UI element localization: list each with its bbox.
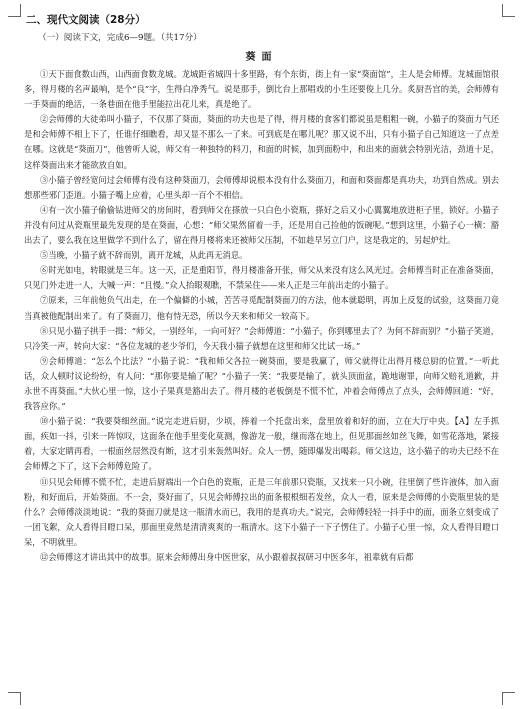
paragraph-4: ④有一次小猫子偷偷钻进师父的房间时，看到师父在搽放一只白色小瓷瓶，搽好之后又小心翼翼地放进柜子里，锁好。小猫子并没有问过从瓷瓶里最先发现的是在葵面，心想：“师父果然留着一手，还是用自己捡他的饭碗呢。”想到这里，小猫子心一横：豁出去了，要么我在这里做学不到什么了，留在得月楼将来还被师父压制，不如趁早另立门户，这是我定的，另起炉灶。	[24, 204, 499, 246]
paragraph-8: ⑧只见小猫子拱手一揖：“师父，一别经年，一向可好？”会师傅道：“小猫子，你到哪里去了？为何不辞而别？”小猫子笑道，只冷笑一声，转向大家：“各位龙城的老少爷们，今天我小猫子就想在这里和师父比试一场。”	[24, 325, 499, 351]
crop-mark-bottom-right	[502, 692, 515, 705]
paragraph-12: ⑫会师傅这才讲出其中的故事。原来会师傅出身中医世家，从小跟着叔叔研习中医多年，祖辈就有后都	[40, 552, 414, 562]
crop-mark-top-right	[502, 4, 515, 17]
paragraph-5: ⑤当晚，小猫子就不辞而别，离开龙城，从此再无消息。	[40, 250, 248, 261]
paragraph-9: ⑨会师傅道：“怎么个比法？”小猫子说：“我和师父各拉一碗葵面，要是我赢了，师父就得让出得月楼总厨的位置。”一听此话，众人顿时议论纷纷，有人问：“那你要是输了呢？”小猫子一笑：“我要是输了，就头顶面盆，跪地谢罪，向师父赔礼道歉，并永世不再葵面。”大伙心里一惊，这小子果真是豁出去了。得月楼的老板倒是不慌不忙，冲着会师傅点了点头，会师傅回道：“好，我答应你。”	[24, 355, 499, 412]
paragraph-1: ①天下面食数山西，山西面食数龙城。龙城距省城四十多里路，有个东街，街上有一家“葵面馆”，主人是会师傅。龙城面馆很多，得月楼的名声最响，是个“良”字，生得白净秀气。说是那手，倒比台上那唱戏的小生还要俊上几分。炙厨吾宫的美，会师傅有一手葵面的绝活，一条巷面在他手里能拉出花儿来，真是绝了。	[24, 69, 499, 110]
paragraph-3: ③小猫子曾经宽问过会师傅有没有这种葵面刀，会师傅却说根本没有什么葵面刀，和面和葵面都是真功夫，功到自然成。别去想那些邪门歪道。小猫子嘴上应着，心里头却一百个不相信。	[24, 174, 499, 200]
crop-mark-bottom-left	[8, 692, 21, 705]
crop-mark-top-left	[8, 4, 21, 17]
article-title: 葵面	[245, 52, 278, 63]
paragraph-6: ⑥时光如电，转眼就是三年。这一天，正是重阳节，得月楼准备开张，师父从来没有这么风光过。会师傅当时正在准备葵面，只见门外走进一人，大喊一声：“且慢。”众人抬眼观瞧，不禁呆住——来人正是三年前出走的小猫子。	[24, 265, 499, 291]
paragraph-11: ⑪只见会师傅不慌不忙，走进后厨端出一个白色的瓷瓶，正是三年前那只瓷瓶，又找来一只小碗，往里倒了些许液体，加入面粉，和好面后，开始葵面。不一会，葵好面了，只见会师傅拉出的面条根根细若发丝，众人一看，原来是会师傅的小瓷瓶里装的是什么？会师傅淡淡地说：“我的葵面刀就是这一瓶清水而已，我用的是真功夫。”说完，会师傅轻轻一抖手中的面，面条立刻变成了一团飞絮，众人看得目瞪口呆，那面里竟然是清清爽爽的一瓶清水。这下小猫子一下子愣住了。小猫子心里一惊，众人看得目瞪口呆，不明就里。	[24, 476, 499, 547]
question-intro: （一）阅读下文，完成6—9题。（共17分）	[38, 33, 202, 43]
paragraph-10: ⑩小猫子说：“我要葵细丝面。”说完走进后厨，少顷，捧着一个托盘出来，盘里放着和好的面，立在大厅中央。【A】左手抓面，疾如一抖，引来一阵惊叹，这面条在他手里变化莫测，像游龙一般，继而落在地上，但见那面丝如丝飞舞，如雪花落地，紧接着，大家定睛再看，一根面丝居然没有断，这才引来轰然叫好。众人一愣，随即爆发出喝彩。师父这边，这小猫子的功夫已经不在会师傅之下了，这下会师傅危险了。	[24, 416, 499, 472]
paragraph-2: ②会师傅的大徒弟叫小猫子，不仅那了葵面，葵面的功夫也是了得，得月楼的食客们都说虽是粗粗一碗，小猫子的葵面力气还是和会师傅不相上下了，任谁仔细瞧看，却又显不那么一了来。可到底是在哪儿呢？那又说不出，只有小猫子自己知道这一了点差在哪。这就是“葵面刀”，他曾听人说，师父有一种独特的料刀，和面的时候，加到面粉中，和出来的面就会特别光洁，劲道十足，这样葵面出来才能欲放自如。	[24, 114, 499, 170]
paragraph-7: ⑦原来，三年前他负气出走，在一个偏僻的小城，苦苦寻觅配制葵面刀的方法，他本就聪明，再加上反复的试验，这葵面刀竟当真被他配制出来了。有了葵面刀，他有恃无恐，所以今天来和师父一较高下。	[24, 295, 499, 321]
section-title: 二、现代文阅读（28分）	[26, 14, 146, 26]
